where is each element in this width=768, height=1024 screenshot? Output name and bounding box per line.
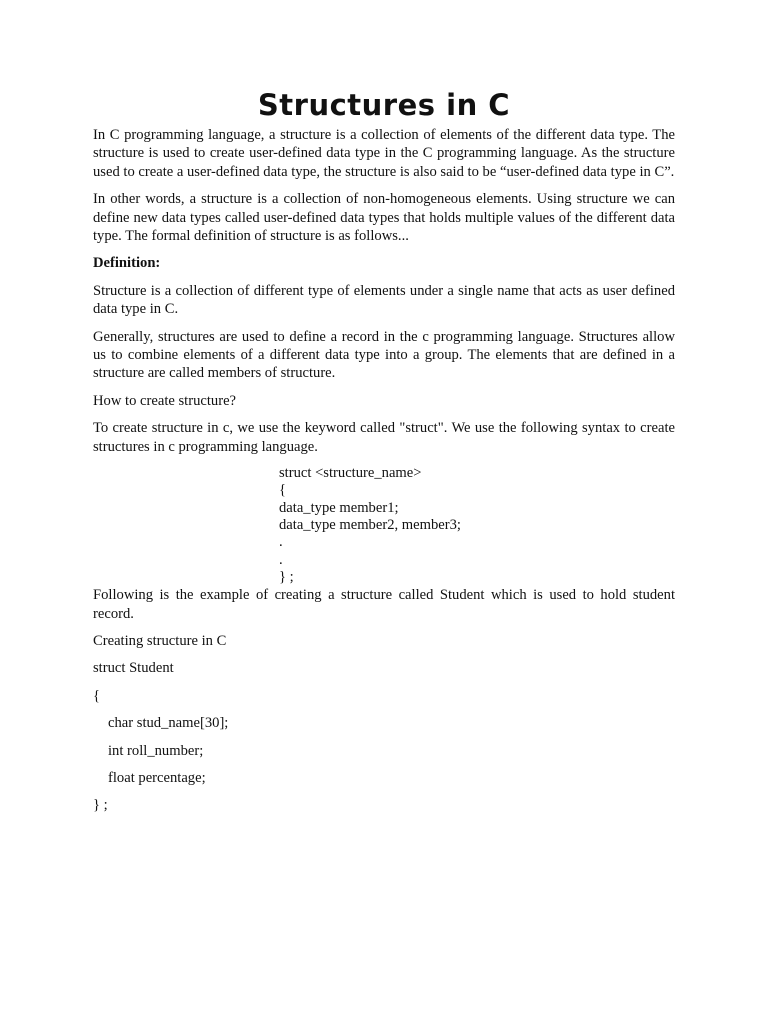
example-line: struct Student [93, 660, 174, 677]
definition-heading: Definition: [93, 255, 161, 272]
paragraph-to-create: To create structure in c, we use the keyword called "struct". We use the following syntax to create structures in c programming language. [93, 420, 675, 455]
example-block [93, 632, 675, 815]
paragraph-generally: Generally, structures are used to define a record in the c programming language. Structures allow us to combine elements of a different data type into a group. The elements that are defined in a structure are called members of structure. [93, 328, 675, 382]
paragraph-definition: Structure is a collection of different type of elements under a single name that acts as user defined data type in C. [93, 282, 675, 318]
example-line: float percentage; [108, 770, 206, 787]
paragraph-how-to: How to create structure? [93, 392, 237, 409]
paragraph-intro: In C programming language, a structure is a collection of elements of the different data type. The structure is used to create user-defined data type in the C programming language. As the structure used to create a user-defined data type, the structure is also said to be “user-defined data type in C”. [93, 127, 675, 180]
page-title: Structures in C [257, 88, 511, 122]
syntax-line: struct <structure_name> [279, 465, 422, 482]
example-line: { [93, 687, 101, 704]
paragraph-other-words: In other words, a structure is a collection of non-homogeneous elements. Using structure we can define new data types called user-defined data types that holds multiple values of the different data type. The formal definition of structure is as follows... [93, 191, 675, 245]
syntax-block [279, 465, 675, 586]
syntax-line: { [279, 482, 287, 499]
syntax-line: } ; [279, 568, 294, 585]
document-body [93, 126, 675, 824]
example-line: int roll_number; [108, 742, 204, 759]
syntax-line: data_type member2, member3; [279, 516, 461, 533]
syntax-line: data_type member1; [279, 499, 399, 516]
example-line: } ; [93, 797, 108, 814]
paragraph-following: Following is the example of creating a structure called Student which is used to hold student record. [93, 587, 675, 622]
example-caption: Creating structure in C [93, 632, 227, 649]
syntax-line: . [279, 551, 283, 568]
syntax-line: . [279, 534, 283, 551]
example-line: char stud_name[30]; [108, 715, 229, 732]
